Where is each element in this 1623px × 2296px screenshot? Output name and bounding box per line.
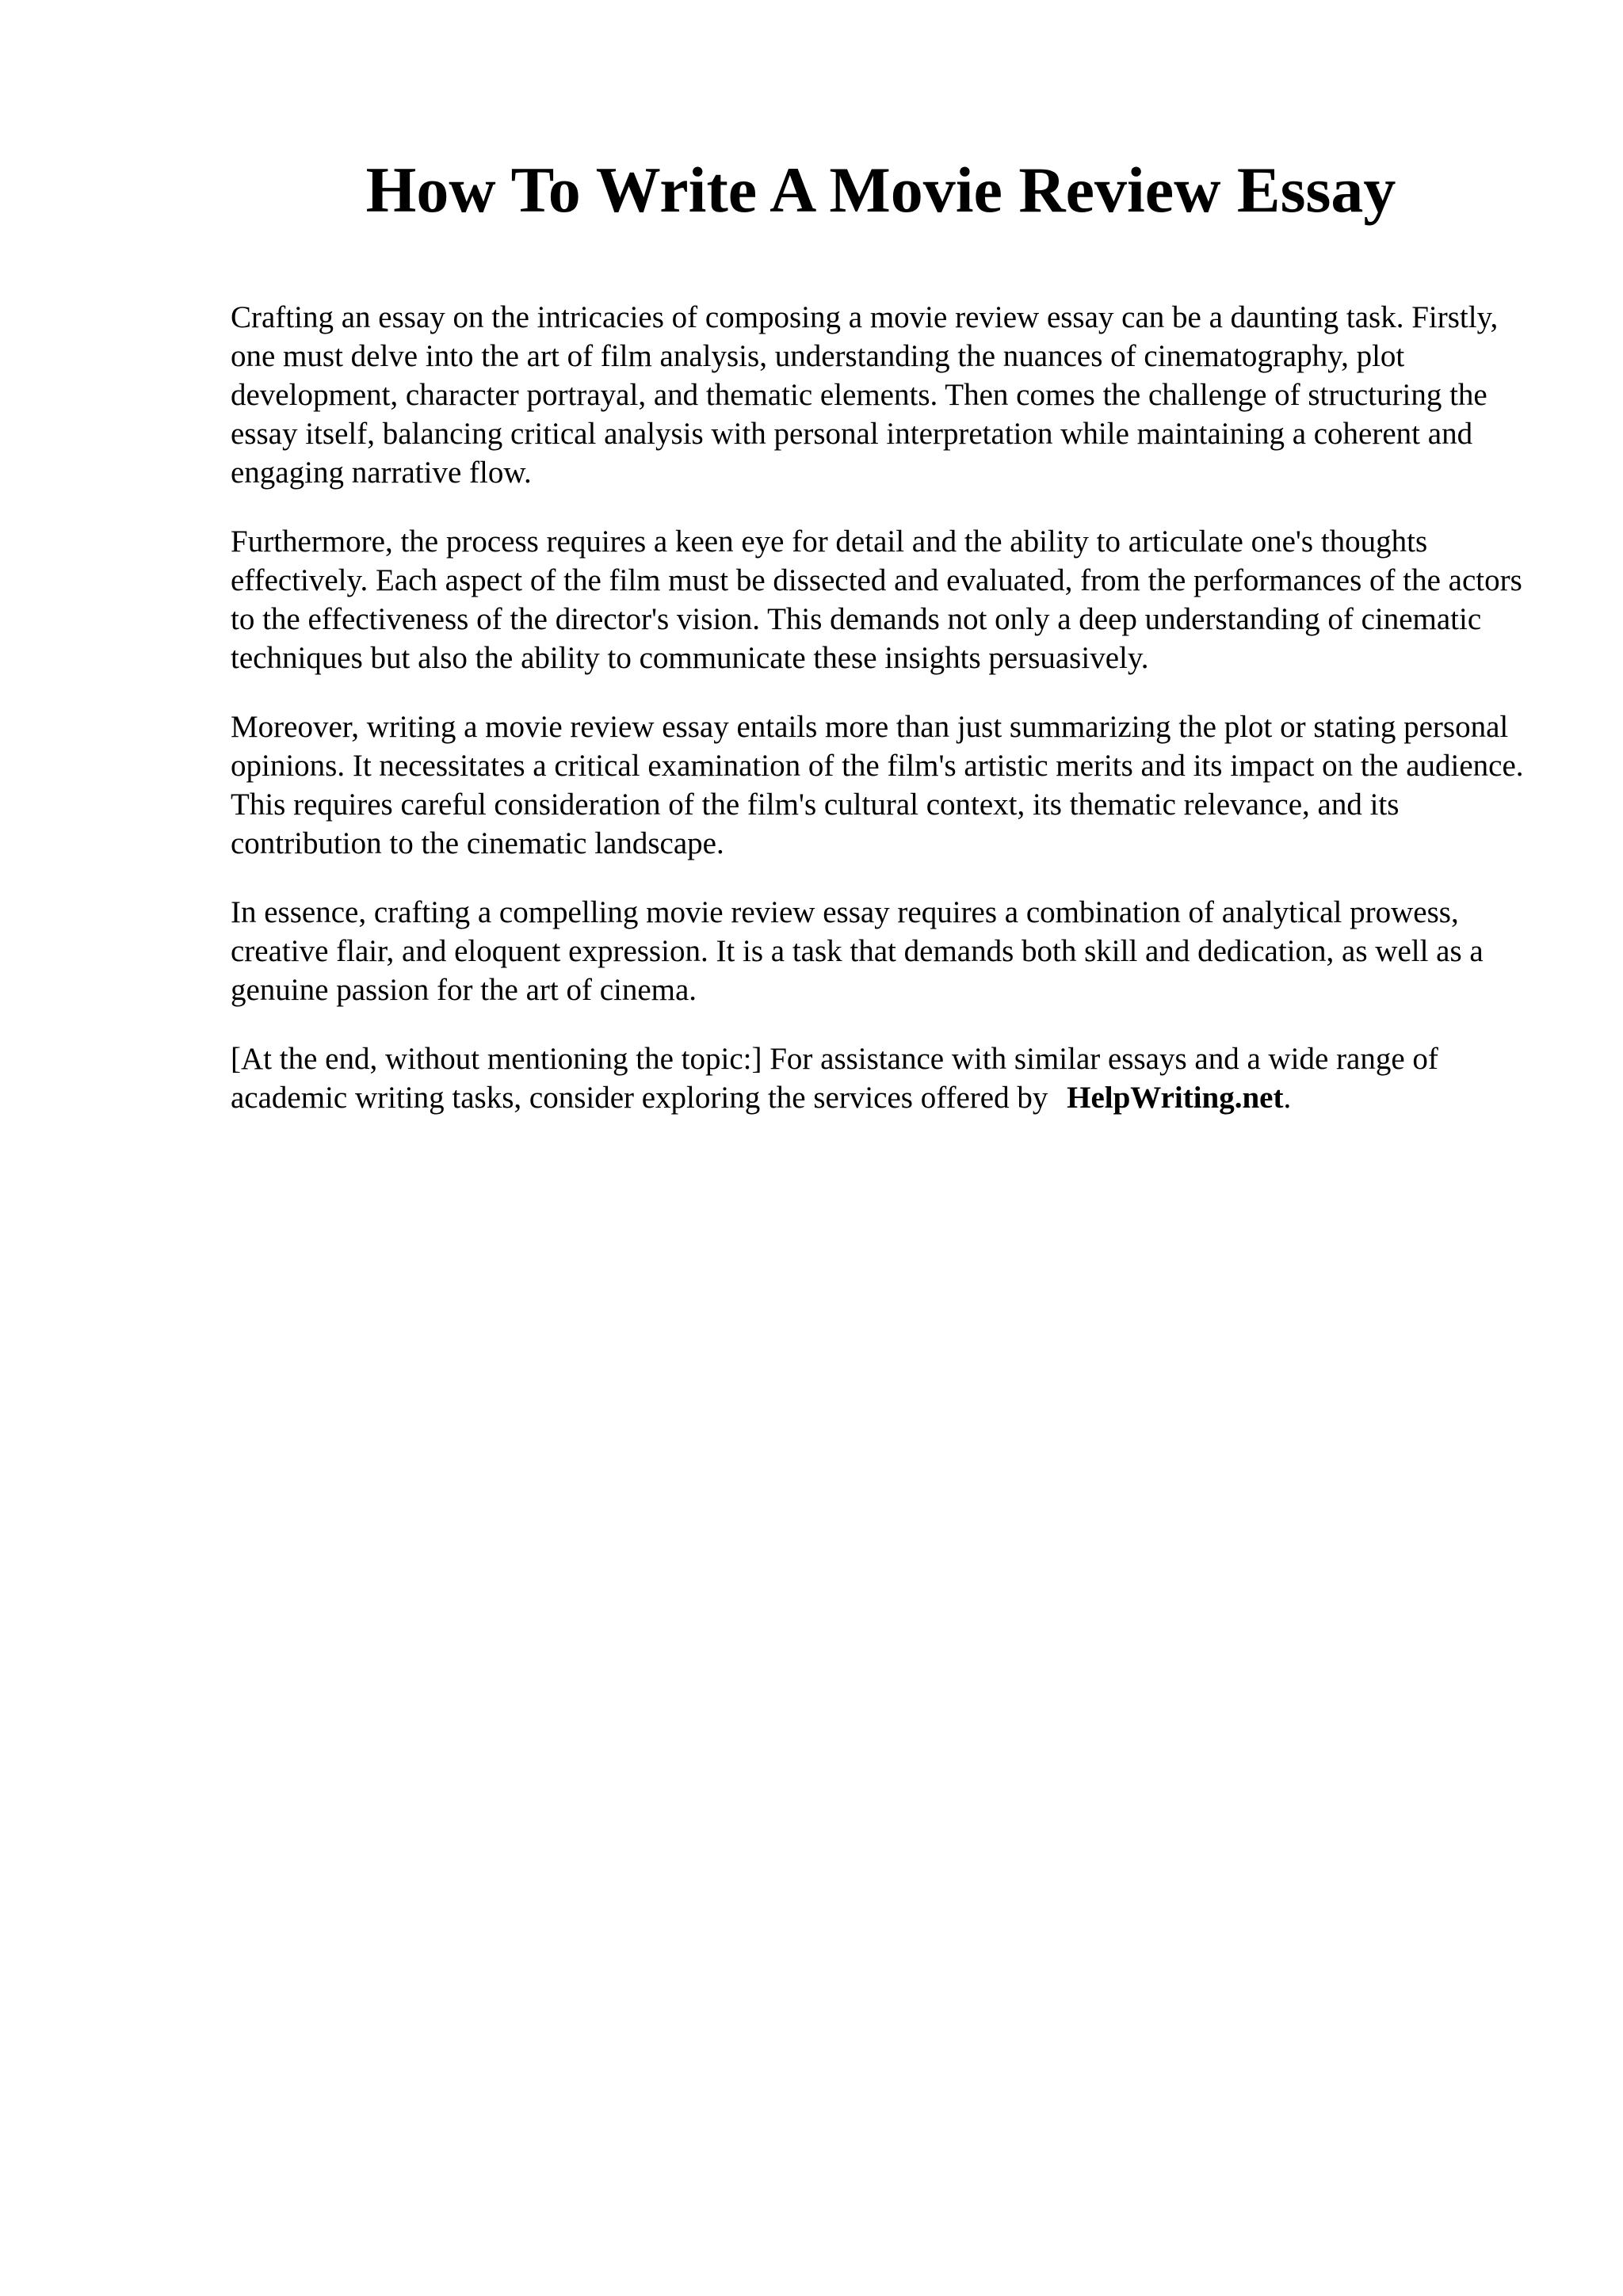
closing-period: . [1283,1081,1292,1115]
paragraph-2: Furthermore, the process requires a keen eye for detail and the ability to articulate one's thoughts effectively. Each aspect of the film must be dissected and evaluated, from the performances of the actors to the effectiveness of the director's vision. This demands not only a deep understanding of cinematic techniques but also the ability to communicate these insights persuasively. [231,524,1522,675]
paragraph-3: Moreover, writing a movie review essay entails more than just summarizing the plot or stating personal opinions. It necessitates a critical examination of the film's artistic merits and its impact on the audience. This requires careful consideration of the film's cultural context, its thematic relevance, and its contribution to the cinematic landscape. [231,710,1524,860]
page-title: How To Write A Movie Review Essay [365,154,1396,226]
brand-link[interactable]: HelpWriting.net [1067,1081,1284,1115]
closing-text: [At the end, without mentioning the topic:] For assistance with similar essays and a wide range of academic writing tasks, consider exploring the services offered by [231,1042,1438,1115]
closing-paragraph [231,1039,1530,1117]
paragraph-1: Crafting an essay on the intricacies of composing a movie review essay can be a daunting task. Firstly, one must delve into the art of film analysis, understanding the nuances of cinematography, plot development, character portrayal, and thematic elements. Then comes the challenge of structuring the essay itself, balancing critical analysis with personal interpretation while maintaining a coherent and engaging narrative flow. [231,300,1499,490]
paragraph-4: In essence, crafting a compelling movie review essay requires a combination of analytical prowess, creative flair, and eloquent expression. It is a task that demands both skill and dedication, as well as a genuine passion for the art of cinema. [231,895,1484,1007]
essay-body [231,298,1530,1147]
